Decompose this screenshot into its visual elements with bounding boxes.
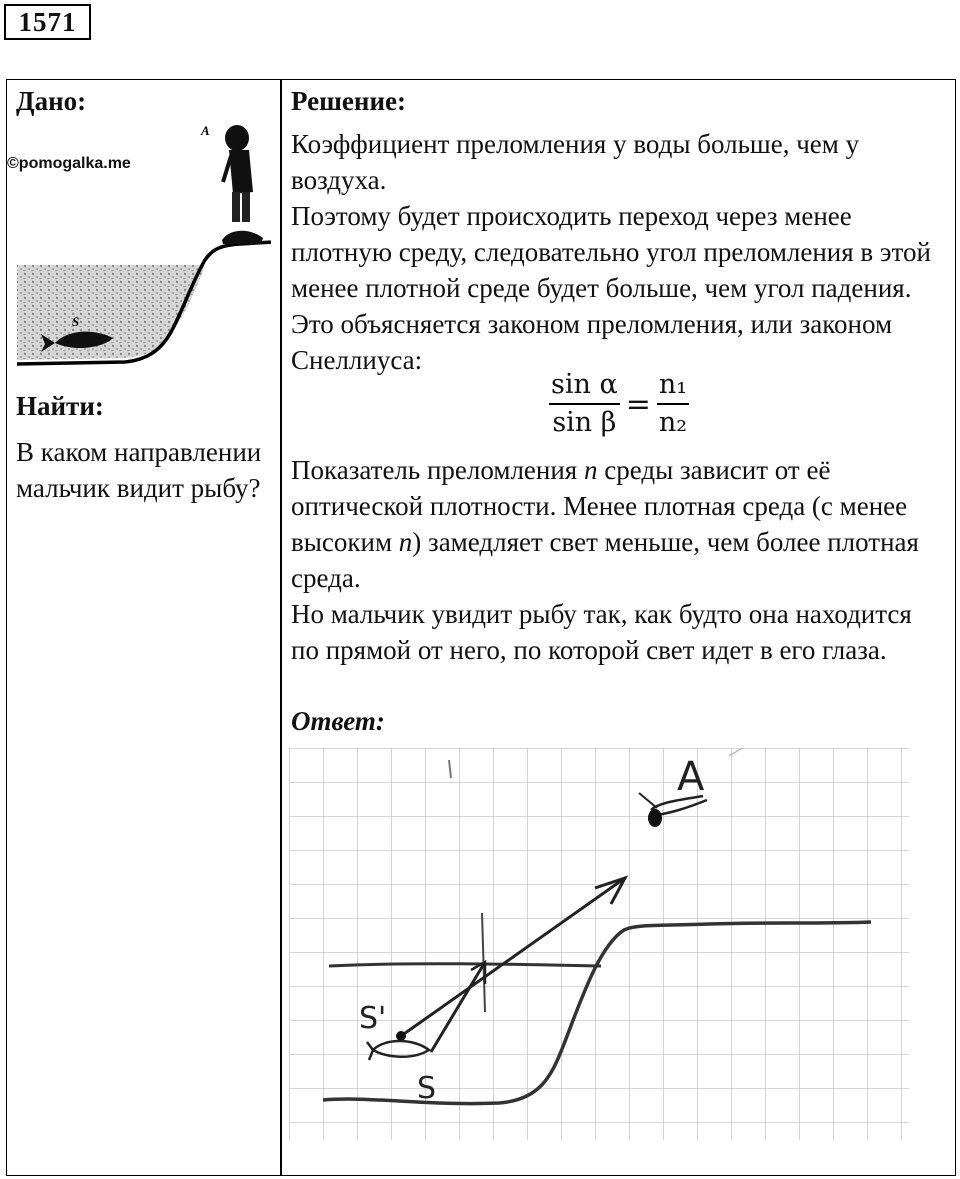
paragraph-3-part-a: Показатель преломления xyxy=(291,455,584,485)
formula-num-right: n₁ xyxy=(657,367,689,405)
find-label: Найти: xyxy=(16,391,104,421)
image-point xyxy=(396,1031,406,1041)
paragraph-3 xyxy=(291,452,946,596)
solution-table xyxy=(6,79,956,1176)
snell-formula xyxy=(549,367,689,441)
paragraph-1: Коэффициент преломления у воды больше, чем у воздуха. xyxy=(291,129,860,195)
paragraph-4: Но мальчик увидит рыбу так, как будто она находится по прямой от него, по которой свет идет в его глаза. xyxy=(291,599,912,665)
image-label: S' xyxy=(359,1001,387,1036)
fraction-right xyxy=(657,367,689,441)
formula-den-left: sin β xyxy=(552,407,617,438)
eye-label: A xyxy=(677,754,705,800)
formula-den-right: n₂ xyxy=(658,407,688,438)
variable-n: n xyxy=(583,455,598,485)
formula-equals: = xyxy=(625,386,651,422)
boy-figure xyxy=(222,125,263,244)
graph-paper xyxy=(289,748,909,1140)
answer-sketch xyxy=(289,748,909,1140)
boy-label: A xyxy=(201,123,210,138)
eye-pupil xyxy=(648,809,662,827)
solution-label: Решение: xyxy=(291,86,406,116)
solution-column xyxy=(281,80,953,1175)
fraction-left xyxy=(549,367,620,441)
fish-label: S xyxy=(72,314,80,329)
paragraph-2: Поэтому будет происходить переход через менее плотную среду, следовательно угол преломления в этой менее плотной среде будет больше, чем угол падения. Это объясняется законом преломления, или законом Снеллиуса: xyxy=(291,201,931,375)
paragraph-3-part-b: среды зависит от её оптической плотности. Менее плотная среда (с менее высоким xyxy=(291,455,908,557)
formula-num-left: sin α xyxy=(549,367,620,405)
paragraph-3-part-c: ) замедляет свет меньше, чем более плотная среда. xyxy=(291,527,919,593)
watermark: ©pomogalka.me xyxy=(7,155,131,172)
problem-number: 1571 xyxy=(4,4,91,40)
answer-label: Ответ: xyxy=(291,706,385,736)
question-text: В каком направлении мальчик видит рыбу? xyxy=(16,437,262,503)
given-column xyxy=(7,80,279,1175)
variable-n-2: n xyxy=(398,527,413,557)
fish-sketch-label: S xyxy=(417,1071,437,1106)
given-label: Дано: xyxy=(16,86,87,116)
